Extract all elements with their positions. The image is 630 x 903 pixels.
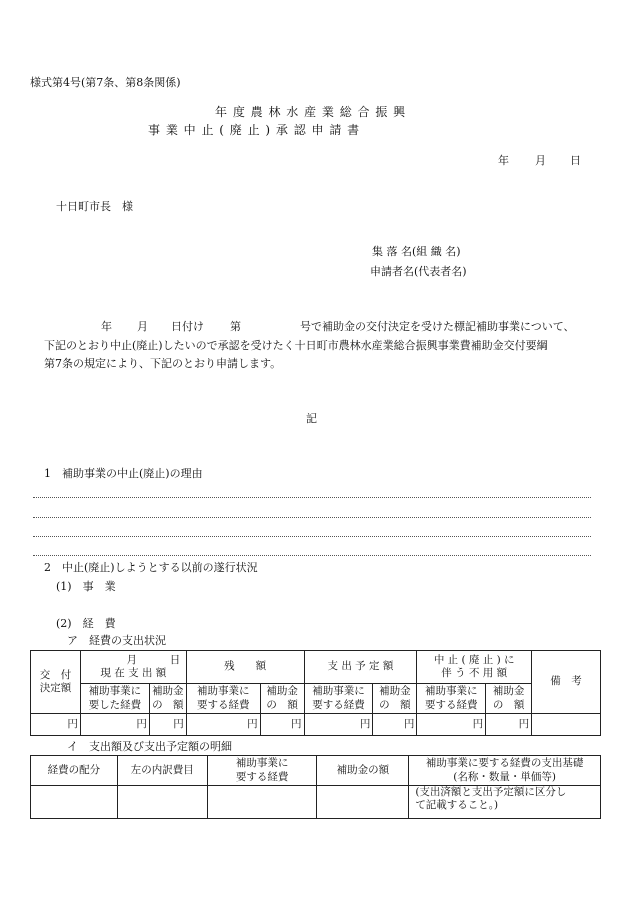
chushi-jigyo-header: 補助事業に 要する経費 (417, 684, 486, 714)
genzai-header (80, 651, 186, 684)
body-line3: 第7条の規定により、下記のとおり申請します。 (44, 357, 282, 370)
yotei-hojo-header: 補助金 の 額 (373, 684, 417, 714)
yen-cell: 円 (304, 714, 373, 736)
detail-header-breakdown: 左の内訳費目 (117, 756, 207, 786)
yen-cell: 円 (149, 714, 186, 736)
chushi-top: 中 止 ( 廃 止 ) に (433, 653, 515, 666)
yen-cell: 円 (260, 714, 304, 736)
applicant-rep-label: 申請者名(代表者名) (370, 265, 467, 278)
body-line2: 下記のとおり中止(廃止)したいので承認を受けたく十日町市農林水産業総合振興事業費補助金交付要綱 (44, 339, 548, 352)
detail-cell (31, 786, 118, 819)
form-number: 様式第4号(第7条、第8条関係) (30, 76, 181, 89)
title-line-1: 年 度 農 林 水 産 業 総 合 振 興 (215, 105, 407, 119)
body-dated: 日付け (171, 320, 204, 333)
detail-cell (117, 786, 207, 819)
chushi-hojo-header: 補助金 の 額 (486, 684, 532, 714)
zan-jigyo-header: 補助事業に 要する経費 (186, 684, 260, 714)
biko-cell (532, 714, 601, 736)
detail-cell (207, 786, 317, 819)
detail-header-subsidy: 補助金の額 (317, 756, 409, 786)
table-row (31, 786, 601, 819)
zan-hojo-header: 補助金 の 額 (260, 684, 304, 714)
yen-cell: 円 (486, 714, 532, 736)
yen-cell: 円 (373, 714, 417, 736)
detail-cell (317, 786, 409, 819)
chushi-header (417, 651, 532, 684)
addressee: 十日町市長 様 (56, 200, 133, 213)
reason-line-3 (33, 536, 591, 537)
body-line1-rest: 号で補助金の交付決定を受けた標記補助事業について、 (300, 320, 575, 333)
yotei-jigyo-header: 補助事業に 要する経費 (304, 684, 373, 714)
genzai-label: 現 在 支 出 額 (100, 667, 167, 679)
applicant-org-label: 集 落 名(組 織 名) (372, 245, 461, 258)
biko-header: 備 考 (532, 651, 601, 714)
genzai-hojo-header: 補助金 の 額 (149, 684, 186, 714)
kofu-header (31, 651, 81, 714)
yen-cell: 円 (80, 714, 149, 736)
chushi-bottom: 伴 う 不 用 額 (441, 667, 508, 679)
section2-sub1: (1) 事 業 (56, 580, 116, 593)
kofu-bottom: 決定額 (39, 682, 72, 694)
reason-line-2 (33, 517, 591, 518)
kofu-top: 交 付 (39, 668, 72, 681)
date-year: 年 (498, 154, 509, 167)
detail-header-basis: 補助事業に要する経費の支出基礎 (名称・数量・単価等) (409, 756, 601, 786)
ki-heading: 記 (306, 412, 317, 425)
section2-sub-a: ア 経費の支出状況 (67, 634, 166, 647)
yen-cell: 円 (186, 714, 260, 736)
genzai-jigyo-header: 補助事業に 要した経費 (80, 684, 149, 714)
body-dai: 第 (230, 320, 241, 333)
date-day: 日 (570, 154, 581, 167)
zan-header: 残 額 (186, 651, 304, 684)
body-month: 月 (137, 320, 148, 333)
title-line-2: 事 業 中 止 ( 廃 止 ) 承 認 申 請 書 (148, 123, 361, 137)
body-year: 年 (101, 320, 112, 333)
section2-sub2: (2) 経 費 (56, 617, 116, 630)
detail-header-allocation: 経費の配分 (31, 756, 118, 786)
section2-heading: 2 中止(廃止)しようとする以前の遂行状況 (44, 561, 258, 574)
expense-status-table (30, 650, 601, 736)
reason-line-4 (33, 555, 591, 556)
section1-heading: 1 補助事業の中止(廃止)の理由 (44, 467, 203, 480)
detail-note: (支出済額と支出予定額に区分し て記載すること。) (409, 786, 601, 819)
table-row (31, 714, 601, 736)
detail-header-project-cost: 補助事業に 要する経費 (207, 756, 317, 786)
yotei-header: 支 出 予 定 額 (304, 651, 417, 684)
genzai-month: 月 (126, 653, 138, 666)
reason-line-1 (33, 497, 591, 498)
expense-detail-table (30, 755, 601, 819)
yen-cell: 円 (31, 714, 81, 736)
section2-sub-i: イ 支出額及び支出予定額の明細 (67, 740, 232, 753)
yen-cell: 円 (417, 714, 486, 736)
genzai-day: 日 (169, 653, 181, 666)
date-month: 月 (535, 154, 546, 167)
